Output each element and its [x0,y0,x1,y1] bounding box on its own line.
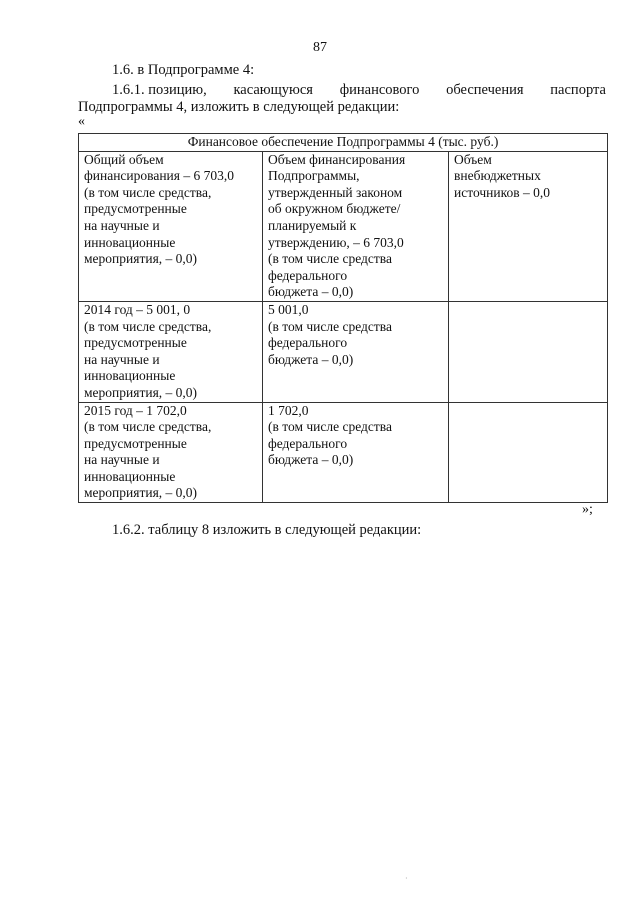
opening-quote: « [78,114,85,129]
word: 1.6.1. позицию, [112,82,207,98]
financing-table [78,133,608,503]
section-heading: 1.6. в Подпрограмме 4: [112,62,255,78]
table-cell: Объем внебюджетных источников – 0,0 [449,151,608,301]
table-cell: Общий объем финансирования – 6 703,0 (в том числе средства, предусмотренные на научные и инновационные мероприятия, – 0,0) [79,151,263,301]
table-cell: 1 702,0 (в том числе средства федерального бюджета – 0,0) [263,402,449,503]
page-number: 87 [313,40,327,55]
scan-dot: · [405,874,408,883]
paragraph-line-2: Подпрограммы 4, изложить в следующей редакции: [78,99,400,115]
word: финансового [339,82,420,98]
word: обеспечения [446,82,524,98]
table-row [79,402,608,503]
table-cell: 2014 год – 5 001, 0 (в том числе средства, предусмотренные на научные и инновационные мероприятия, – 0,0) [79,301,263,402]
word: касающуюся [233,82,313,98]
table-row [79,151,608,301]
table-cell [449,402,608,503]
table-cell: Объем финансирования Подпрограммы, утвержденный законом об окружном бюджете/ планируемый к утверждению, – 6 703,0 (в том числе средства федерального бюджета – 0,0) [263,151,449,301]
table-header-row [79,134,608,152]
paragraph-line-1 [112,82,606,99]
section-item: 1.6.2. таблицу 8 изложить в следующей редакции: [112,522,422,538]
table-cell: 2015 год – 1 702,0 (в том числе средства, предусмотренные на научные и инновационные мероприятия, – 0,0) [79,402,263,503]
word: паспорта [550,82,606,98]
table-header: Финансовое обеспечение Подпрограммы 4 (тыс. руб.) [79,134,608,152]
table-cell [449,301,608,402]
closing-quote: »; [582,502,593,517]
table-row [79,301,608,402]
table-cell: 5 001,0 (в том числе средства федерального бюджета – 0,0) [263,301,449,402]
